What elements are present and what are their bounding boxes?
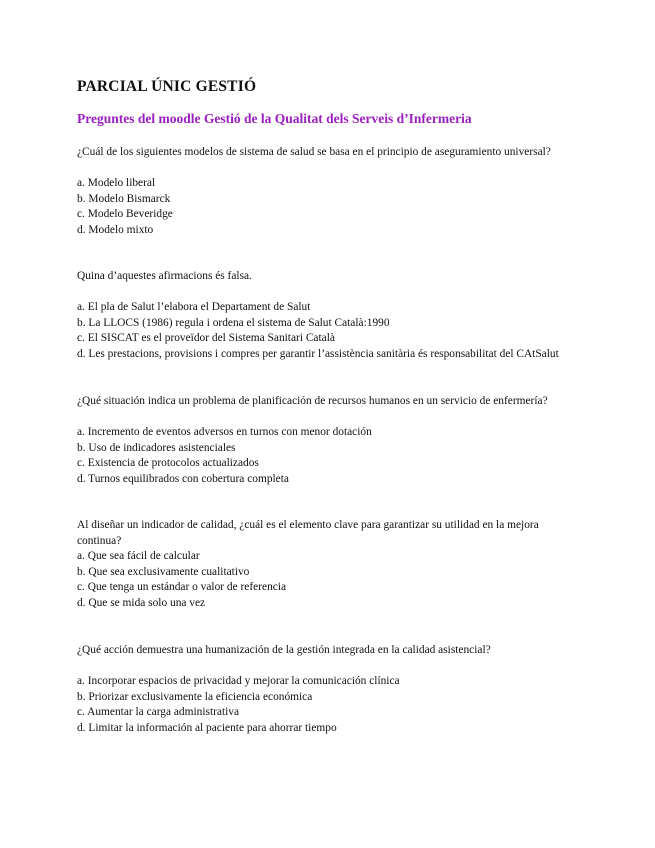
question-1: [77, 145, 582, 239]
answer-option-a: a. Incorporar espacios de privacidad y mejorar la comunicación clínica: [77, 675, 400, 688]
question-4: [77, 518, 582, 612]
question-2: [77, 269, 582, 363]
question-3: [77, 394, 582, 488]
answer-options: [77, 674, 582, 736]
answer-option-d: d. Que se mida solo una vez: [77, 596, 206, 609]
answer-option-d: d. Modelo mixto: [77, 223, 154, 236]
answer-option-b: b. Uso de indicadores asistenciales: [77, 441, 236, 454]
page-title: PARCIAL ÚNIC GESTIÓ: [77, 78, 257, 95]
answer-option-b: b. Priorizar exclusivamente la eficiencia económica: [77, 690, 313, 703]
answer-option-d: d. Turnos equilibrados con cobertura completa: [77, 472, 289, 485]
answer-option-c: c. Que tenga un estándar o valor de referencia: [77, 581, 287, 594]
page-subtitle: Preguntes del moodle Gestió de la Qualitat dels Serveis d’Infermeria: [77, 111, 472, 126]
question-stem: ¿Qué acción demuestra una humanización de la gestión integrada en la calidad asistencial?: [77, 644, 491, 656]
answer-options: [77, 176, 582, 238]
answer-options: [77, 425, 582, 487]
answer-option-d: d. Les prestacions, provisions i compres per garantir l’assistència sanitària és responsabilitat del CAtSalut: [77, 347, 559, 360]
question-stem: Al diseñar un indicador de calidad, ¿cuál es el elemento clave para garantizar su utilidad en la mejora continua?: [77, 519, 539, 547]
question-stem: Quina d’aquestes afirmacions és falsa.: [77, 270, 252, 282]
answer-option-b: b. Modelo Bismarck: [77, 192, 171, 205]
answer-option-c: c. Aumentar la carga administrativa: [77, 706, 240, 719]
answer-option-a: a. Incremento de eventos adversos en turnos con menor dotación: [77, 426, 372, 439]
answer-option-c: c. El SISCAT es el proveïdor del Sistema Sanitari Català: [77, 332, 335, 345]
question-5: [77, 643, 582, 737]
answer-option-a: a. El pla de Salut l’elabora el Departament de Salut: [77, 301, 311, 314]
answer-option-a: a. Que sea fácil de calcular: [77, 550, 200, 563]
answer-option-c: c. Existencia de protocolos actualizados: [77, 457, 259, 470]
question-stem: ¿Qué situación indica un problema de planificación de recursos humanos en un servicio de enfermería?: [77, 395, 548, 407]
answer-option-b: b. La LLOCS (1986) regula i ordena el sistema de Salut Català:1990: [77, 316, 390, 329]
question-stem: ¿Cuál de los siguientes modelos de sistema de salud se basa en el principio de aseguramiento universal?: [77, 146, 551, 158]
answer-option-d: d. Limitar la información al paciente para ahorrar tiempo: [77, 721, 337, 734]
answer-option-b: b. Que sea exclusivamente cualitativo: [77, 565, 250, 578]
answer-option-a: a. Modelo liberal: [77, 177, 156, 190]
answer-option-c: c. Modelo Beveridge: [77, 208, 173, 221]
answer-options: [77, 300, 582, 362]
answer-options: [77, 549, 582, 611]
